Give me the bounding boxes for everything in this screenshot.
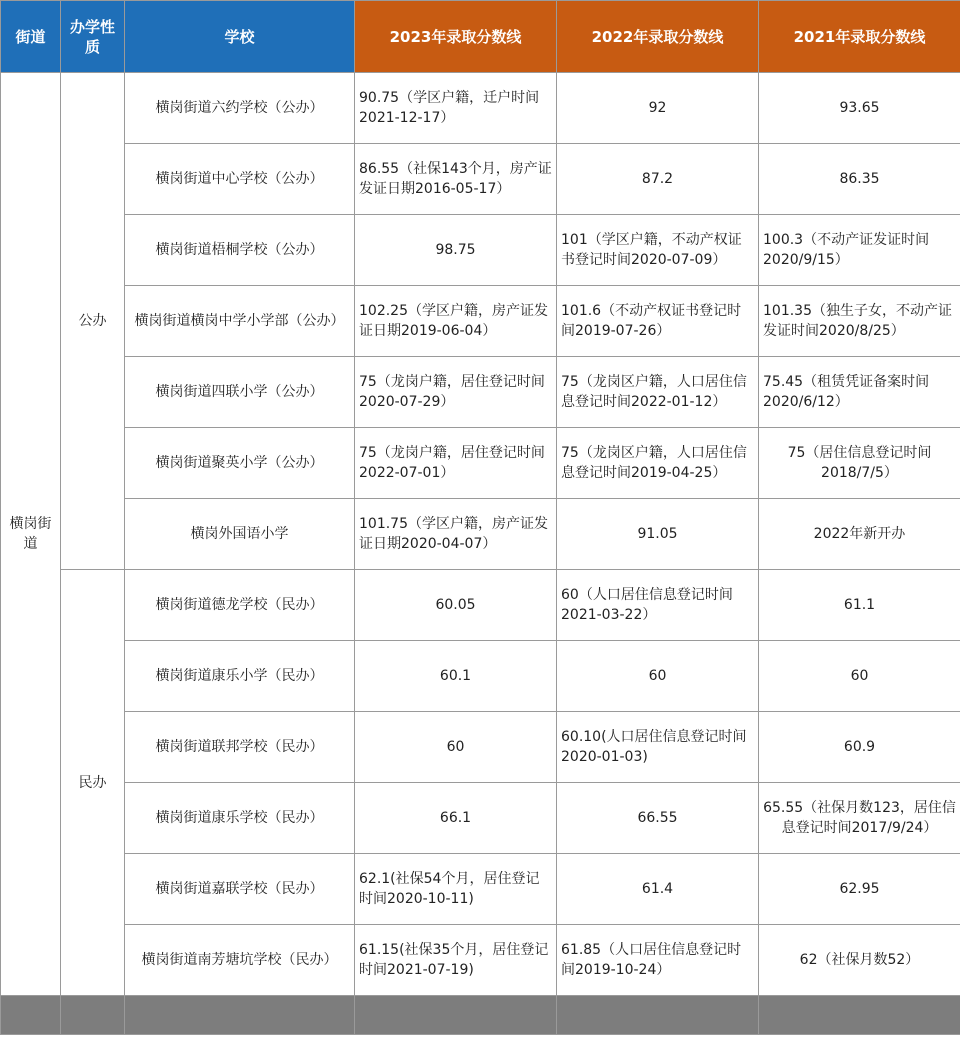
score-2021-cell: 2022年新开办 bbox=[759, 499, 960, 570]
score-2023-cell: 60 bbox=[355, 712, 557, 783]
score-2023-cell: 102.25（学区户籍，房产证发证日期2019-06-04） bbox=[355, 286, 557, 357]
school-cell: 横岗街道南芳塘坑学校（民办） bbox=[125, 925, 355, 996]
score-2022-cell: 66.55 bbox=[557, 783, 759, 854]
table-row bbox=[1, 854, 960, 925]
score-2021-cell: 86.35 bbox=[759, 144, 960, 215]
table-row bbox=[1, 428, 960, 499]
score-2022-cell: 101.6（不动产权证书登记时间2019-07-26） bbox=[557, 286, 759, 357]
score-2021-cell: 61.1 bbox=[759, 570, 960, 641]
score-2022-cell: 91.05 bbox=[557, 499, 759, 570]
footer-cell bbox=[125, 996, 355, 1035]
score-2021-cell: 100.3（不动产证发证时间2020/9/15） bbox=[759, 215, 960, 286]
score-2023-cell: 98.75 bbox=[355, 215, 557, 286]
score-2022-cell: 75（龙岗区户籍，人口居住信息登记时间2022-01-12） bbox=[557, 357, 759, 428]
score-2021-cell: 93.65 bbox=[759, 73, 960, 144]
score-2022-cell: 60 bbox=[557, 641, 759, 712]
score-2023-cell: 66.1 bbox=[355, 783, 557, 854]
type-cell-public: 公办 bbox=[61, 73, 125, 570]
score-2023-cell: 75（龙岗户籍，居住登记时间2022-07-01） bbox=[355, 428, 557, 499]
table-row bbox=[1, 925, 960, 996]
score-2022-cell: 75（龙岗区户籍，人口居住信息登记时间2019-04-25） bbox=[557, 428, 759, 499]
table-row bbox=[1, 712, 960, 783]
table-row bbox=[1, 641, 960, 712]
score-2022-cell: 60.10(人口居住信息登记时间2020-01-03) bbox=[557, 712, 759, 783]
score-2023-cell: 60.05 bbox=[355, 570, 557, 641]
school-cell: 横岗街道中心学校（公办） bbox=[125, 144, 355, 215]
school-cell: 横岗街道聚英小学（公办） bbox=[125, 428, 355, 499]
school-cell: 横岗外国语小学 bbox=[125, 499, 355, 570]
school-cell: 横岗街道四联小学（公办） bbox=[125, 357, 355, 428]
score-2022-cell: 92 bbox=[557, 73, 759, 144]
score-2021-cell: 101.35（独生子女，不动产证发证时间2020/8/25） bbox=[759, 286, 960, 357]
table-row bbox=[1, 570, 960, 641]
street-name-cell: 横岗街道 bbox=[1, 73, 61, 996]
table-row bbox=[1, 286, 960, 357]
footer-cell bbox=[1, 996, 61, 1035]
score-2021-cell: 60 bbox=[759, 641, 960, 712]
score-2021-cell: 62.95 bbox=[759, 854, 960, 925]
score-2021-cell: 65.55（社保月数123，居住信息登记时间2017/9/24） bbox=[759, 783, 960, 854]
score-2023-cell: 101.75（学区户籍，房产证发证日期2020-04-07） bbox=[355, 499, 557, 570]
score-2023-cell: 90.75（学区户籍，迁户时间2021-12-17） bbox=[355, 73, 557, 144]
header-type: 办学性质 bbox=[61, 1, 125, 73]
school-cell: 横岗街道嘉联学校（民办） bbox=[125, 854, 355, 925]
school-cell: 横岗街道联邦学校（民办） bbox=[125, 712, 355, 783]
score-2022-cell: 60（人口居住信息登记时间2021-03-22） bbox=[557, 570, 759, 641]
school-cell: 横岗街道康乐小学（民办） bbox=[125, 641, 355, 712]
footer-cell bbox=[759, 996, 960, 1035]
score-2023-cell: 61.15(社保35个月，居住登记时间2021-07-19) bbox=[355, 925, 557, 996]
school-cell: 横岗街道康乐学校（民办） bbox=[125, 783, 355, 854]
table-row bbox=[1, 144, 960, 215]
score-2021-cell: 60.9 bbox=[759, 712, 960, 783]
score-2022-cell: 101（学区户籍，不动产权证书登记时间2020-07-09） bbox=[557, 215, 759, 286]
school-cell: 横岗街道德龙学校（民办） bbox=[125, 570, 355, 641]
score-2023-cell: 75（龙岗户籍，居住登记时间2020-07-29） bbox=[355, 357, 557, 428]
school-cell: 横岗街道横岗中学小学部（公办） bbox=[125, 286, 355, 357]
score-2022-cell: 61.4 bbox=[557, 854, 759, 925]
header-2021: 2021年录取分数线 bbox=[759, 1, 960, 73]
header-2022: 2022年录取分数线 bbox=[557, 1, 759, 73]
school-cell: 横岗街道六约学校（公办） bbox=[125, 73, 355, 144]
footer-row bbox=[1, 996, 960, 1035]
table-row bbox=[1, 499, 960, 570]
table-row bbox=[1, 215, 960, 286]
score-2021-cell: 62（社保月数52） bbox=[759, 925, 960, 996]
score-2022-cell: 87.2 bbox=[557, 144, 759, 215]
header-row bbox=[1, 1, 960, 73]
type-cell-private: 民办 bbox=[61, 570, 125, 996]
score-2023-cell: 86.55（社保143个月，房产证发证日期2016-05-17） bbox=[355, 144, 557, 215]
score-2023-cell: 62.1(社保54个月，居住登记时间2020-10-11) bbox=[355, 854, 557, 925]
table-row bbox=[1, 357, 960, 428]
header-school: 学校 bbox=[125, 1, 355, 73]
footer-cell bbox=[557, 996, 759, 1035]
footer-cell bbox=[61, 996, 125, 1035]
header-2023: 2023年录取分数线 bbox=[355, 1, 557, 73]
table-row bbox=[1, 783, 960, 854]
score-2021-cell: 75.45（租赁凭证备案时间2020/6/12） bbox=[759, 357, 960, 428]
header-street: 街道 bbox=[1, 1, 61, 73]
score-2022-cell: 61.85（人口居住信息登记时间2019-10-24） bbox=[557, 925, 759, 996]
score-2023-cell: 60.1 bbox=[355, 641, 557, 712]
score-2021-cell: 75（居住信息登记时间2018/7/5） bbox=[759, 428, 960, 499]
school-cell: 横岗街道梧桐学校（公办） bbox=[125, 215, 355, 286]
table-row bbox=[1, 73, 960, 144]
footer-cell bbox=[355, 996, 557, 1035]
